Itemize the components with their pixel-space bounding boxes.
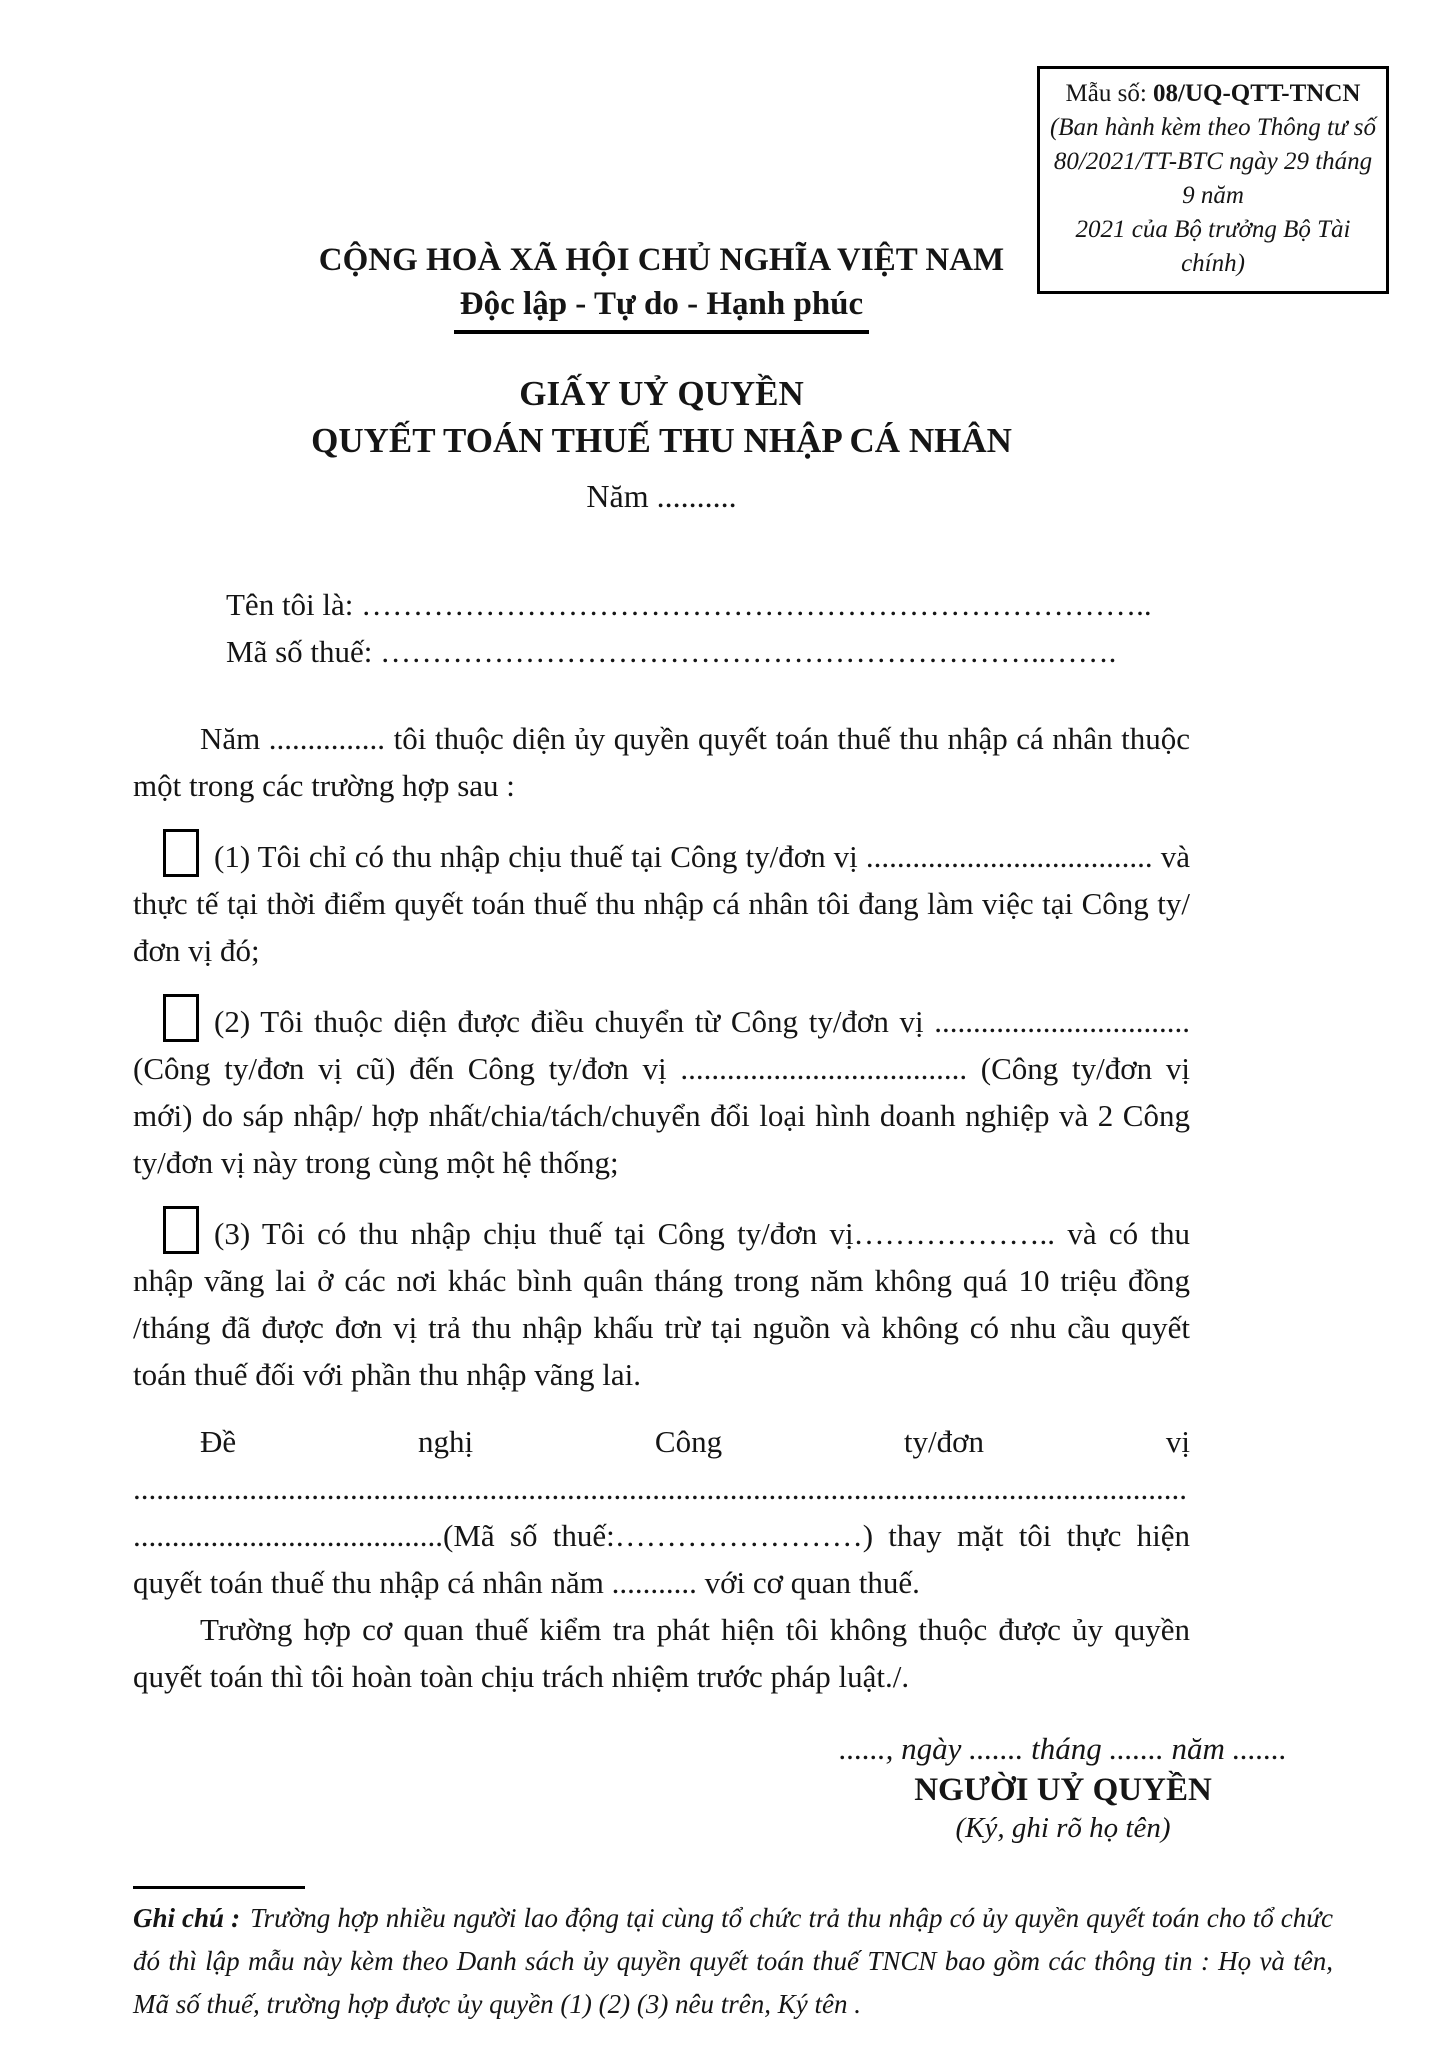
title-year-field: Năm ..........: [586, 478, 737, 514]
option-2-text: (2) Tôi thuộc diện được điều chuyển từ Công ty/đơn vị ................................. (Công ty/đơn vị cũ) đến Công ty/đơn vị ..................................... (Công ty/đơn vị mới) do sáp nhập/ hợp nhất/chia/tách/chuyển đổi loại hình doanh nghiệp và 2 Công ty/đơn vị này trong cùng một hệ thống;: [133, 1004, 1190, 1180]
intro-paragraph: Năm ............... tôi thuộc diện ủy quyền quyết toán thuế thu nhập cá nhân thuộc một trong các trường hợp sau :: [133, 721, 1190, 803]
national-motto: Độc lập - Tự do - Hạnh phúc: [454, 284, 869, 334]
page-title: [133, 370, 1190, 464]
page-title-line-2: QUYẾT TOÁN THUẾ THU NHẬP CÁ NHÂN: [311, 421, 1012, 460]
signature-block: [783, 1730, 1343, 1846]
option-1-text: (1) Tôi chỉ có thu nhập chịu thuế tại Công ty/đơn vị ..................................... và thực tế tại thời điểm quyết toán thuế thu nhập cá nhân tôi đang làm việc tại Công ty/đơn vị đó;: [133, 839, 1190, 968]
form-number-code: 08/UQ-QTT-TNCN: [1153, 80, 1361, 107]
issued-line-1: (Ban hành kèm theo Thông tư số: [1049, 114, 1377, 141]
tax-code-field: Mã số thuế: ………………………………………………………..…….: [226, 634, 1117, 669]
option-2-checkbox[interactable]: [163, 994, 199, 1042]
footnote-body: Trường hợp nhiều người lao động tại cùng tổ chức trả thu nhập có ủy quyền quyết toán cho tổ chức đó thì lập mẫu này kèm theo Danh sách ủy quyền quyết toán thuế TNCN bao gồm các thông tin : Họ và tên, Mã số thuế, trường hợp được ủy quyền (1) (2) (3) nêu trên, Ký tên .: [133, 1903, 1334, 2019]
option-1-checkbox[interactable]: [163, 829, 199, 877]
option-row-3: [133, 1206, 1190, 1398]
issued-line-3: 2021 của Bộ trưởng Bộ Tài chính): [1075, 216, 1351, 277]
issued-line-2: 80/2021/TT-BTC ngày 29 tháng 9 năm: [1053, 148, 1373, 209]
page-title-line-1: GIẤY UỶ QUYỀN: [519, 374, 804, 413]
footnote-separator: [133, 1886, 305, 1889]
signature-instruction: (Ký, ghi rõ họ tên): [955, 1812, 1171, 1844]
option-3-checkbox[interactable]: [163, 1206, 199, 1254]
full-name-field: Tên tôi là: …………………………………………………………………..: [226, 587, 1152, 622]
signature-date-line: ......, ngày ....... tháng ....... năm .......: [839, 1731, 1287, 1766]
motto-wrap: [133, 284, 1190, 334]
national-header: CỘNG HOÀ XÃ HỘI CHỦ NGHĨA VIỆT NAM: [318, 242, 1005, 278]
form-number-label: Mẫu số:: [1065, 80, 1147, 107]
liability-paragraph: Trường hợp cơ quan thuế kiểm tra phát hiện tôi không thuộc được ủy quyền quyết toán thì tôi hoàn toàn chịu trách nhiệm trước pháp luật./.: [133, 1612, 1190, 1694]
form-number-line: [1048, 77, 1378, 111]
footnote-label: Ghi chú :: [133, 1903, 241, 1933]
option-3-text: (3) Tôi có thu nhập chịu thuế tại Công ty/đơn vị……………….. và có thu nhập vãng lai ở các nơi khác bình quân tháng trong năm không quá 10 triệu đồng /tháng đã được đơn vị trả thu nhập khấu trừ tại nguồn và không có nhu cầu quyết toán thuế đối với phần thu nhập vãng lai.: [133, 1216, 1190, 1392]
footnote-text: [133, 1897, 1333, 2026]
option-row-1: [133, 829, 1190, 974]
request-paragraph: Đề nghị Công ty/đơn vị ................................................................................................................................................................................(Mã số thuế:……………………) thay mặt tôi thực hiện quyết toán thuế thu nhập cá nhân năm ........... với cơ quan thuế.: [133, 1424, 1190, 1600]
footnote: [133, 1886, 1333, 2026]
identity-fields: [226, 581, 1190, 675]
option-row-2: [133, 994, 1190, 1186]
signer-title: NGƯỜI UỶ QUYỀN: [914, 1772, 1212, 1808]
